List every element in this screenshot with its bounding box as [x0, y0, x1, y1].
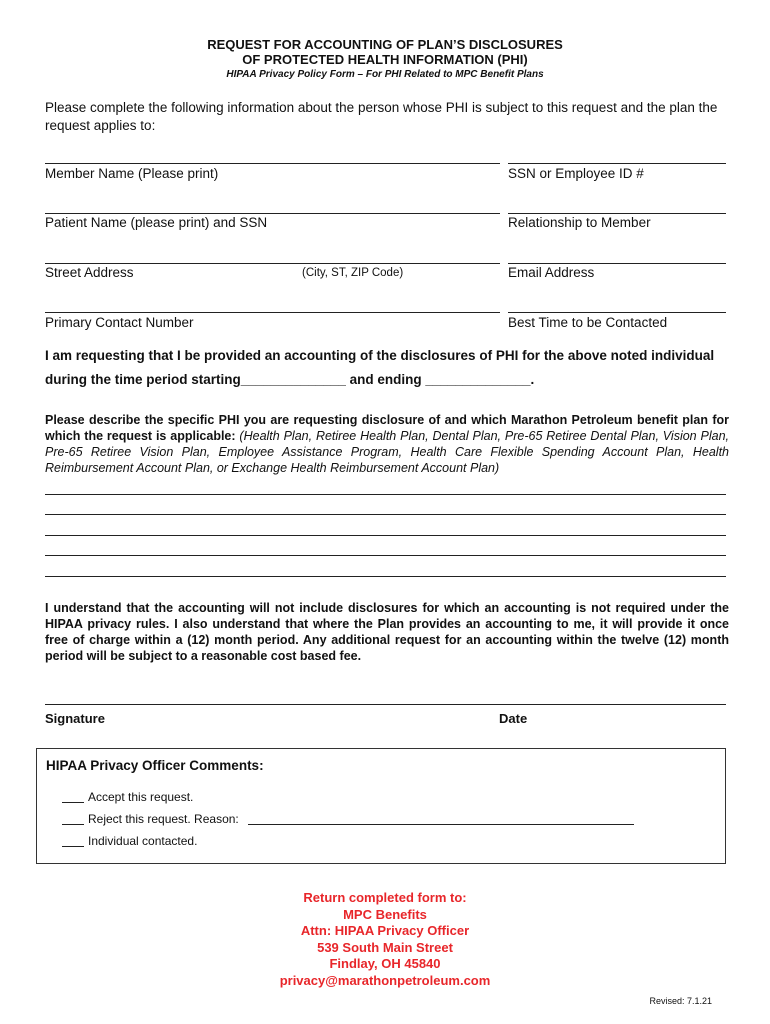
return-street: 539 South Main Street [317, 939, 453, 955]
return-heading: Return completed form to: [303, 890, 467, 905]
street-address-line[interactable] [45, 263, 500, 264]
return-org: MPC Benefits [343, 906, 427, 922]
accept-option[interactable] [62, 790, 193, 804]
request-period-line2[interactable]: during the time period starting______________ and ending ______________. [45, 372, 535, 387]
describe-line-4[interactable] [45, 555, 726, 556]
return-block [0, 890, 770, 989]
patient-name-line[interactable] [45, 213, 500, 214]
describe-phi-plans: (Health Plan, Retiree Health Plan, Dental Plan, Pre-65 Retiree Dental Plan, Vision Plan, Pre-65 Retiree Vision Plan, Employee Assistance Program, Health Care Flexible Spending Account Plan, Health Reimbursement Account Plan, or Exchange Health Reimbursement Account Plan) [45, 429, 729, 475]
relationship-label: Relationship to Member [508, 215, 651, 230]
form-title-line1: REQUEST FOR ACCOUNTING OF PLAN’S DISCLOSURES [207, 37, 563, 52]
intro-text: Please complete the following information about the person whose PHI is subject to this request and the plan the request applies to: [45, 100, 718, 133]
member-name-line[interactable] [45, 163, 500, 164]
reject-reason-line[interactable] [248, 824, 634, 825]
officer-comments-title: HIPAA Privacy Officer Comments: [46, 758, 264, 773]
return-email[interactable]: privacy@marathonpetroleum.com [279, 972, 491, 988]
understanding-paragraph: I understand that the accounting will not include disclosures for which an accounting is not required under the HIPAA privacy rules. I also understand that where the Plan provides an accounting to me, it will provide it once free of charge within a (12) month period. Any additional request for an accounting within the twelve (12) month period will be subject to a reasonable cost based fee. [45, 601, 729, 663]
contacted-option[interactable] [62, 834, 197, 848]
street-address-label: Street Address [45, 265, 134, 280]
return-city: Findlay, OH 45840 [329, 956, 441, 971]
ssn-line[interactable] [508, 163, 726, 164]
primary-contact-line[interactable] [45, 312, 500, 313]
describe-line-1[interactable] [45, 494, 726, 495]
primary-contact-label: Primary Contact Number [45, 315, 194, 330]
relationship-line[interactable] [508, 213, 726, 214]
signature-line[interactable] [45, 704, 726, 705]
ssn-label: SSN or Employee ID # [508, 166, 644, 181]
return-attn: Attn: HIPAA Privacy Officer [300, 923, 470, 938]
describe-line-3[interactable] [45, 535, 726, 536]
reject-option[interactable] [62, 812, 239, 826]
best-time-label: Best Time to be Contacted [508, 315, 668, 330]
signature-label: Signature [45, 711, 105, 726]
describe-phi-bold: Please describe the specific PHI you are requesting disclosure of and which Marathon Petroleum benefit plan for which the request is applicable: [45, 413, 729, 443]
accept-label: Accept this request. [88, 790, 194, 804]
patient-name-label: Patient Name (please print) and SSN [45, 215, 268, 230]
city-st-zip-label: (City, ST, ZIP Code) [302, 267, 404, 279]
request-period-line1: I am requesting that I be provided an accounting of the disclosures of PHI for the above noted individual [45, 348, 715, 363]
describe-line-5[interactable] [45, 576, 726, 577]
email-line[interactable] [508, 263, 726, 264]
reject-blank[interactable] [62, 824, 84, 825]
email-label: Email Address [508, 265, 595, 280]
best-time-line[interactable] [508, 312, 726, 313]
revised-date: Revised: 7.1.21 [649, 996, 712, 1006]
date-label: Date [499, 711, 528, 726]
form-title-line2: OF PROTECTED HEALTH INFORMATION (PHI) [242, 52, 528, 67]
member-name-label: Member Name (Please print) [45, 166, 219, 181]
reject-label: Reject this request. Reason: [88, 812, 239, 826]
contacted-blank[interactable] [62, 846, 84, 847]
accept-blank[interactable] [62, 802, 84, 803]
contacted-label: Individual contacted. [88, 834, 198, 848]
form-subtitle: HIPAA Privacy Policy Form – For PHI Related to MPC Benefit Plans [226, 69, 544, 80]
describe-phi-paragraph [45, 412, 729, 476]
describe-line-2[interactable] [45, 514, 726, 515]
